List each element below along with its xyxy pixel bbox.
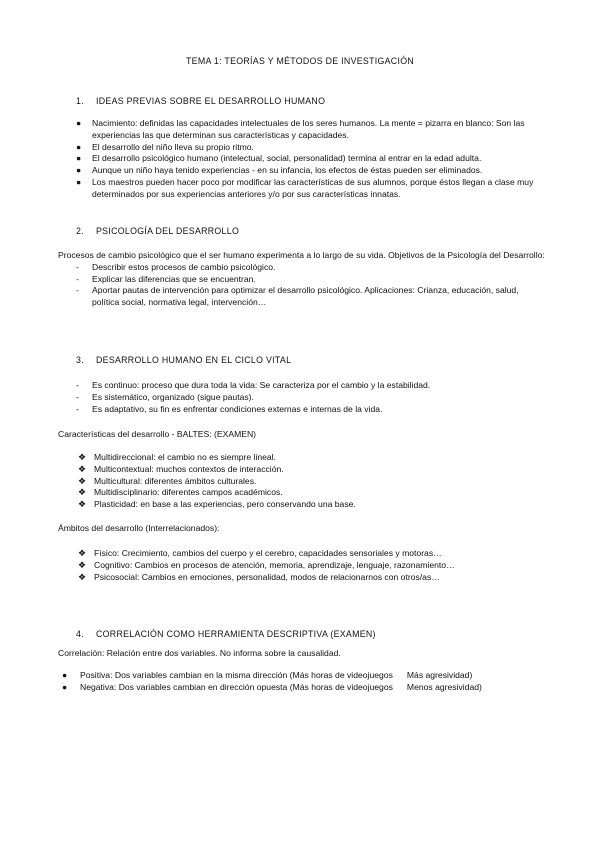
section-2-body	[58, 250, 548, 309]
section-3-title: DESARROLLO HUMANO EN EL CICLO VITAL	[96, 355, 292, 365]
list-marker: ●	[76, 165, 82, 176]
section-1-title: IDEAS PREVIAS SOBRE EL DESARROLLO HUMANO	[96, 96, 326, 106]
correlation-list-block	[58, 670, 548, 694]
correlation-type-item-text: Negativa: Dos variables cambian en dirección opuesta (Más horas de videojuegos	[80, 681, 393, 692]
correlation-type-item-text: Positiva: Dos variables cambian en la misma dirección (Más horas de videojuegos	[80, 670, 393, 680]
section-1-bullet-item-text: Los maestros pueden hacer poco por modificar las características de sus alumnos, porque éstos llegan a clase muy determinados por sus experiencias anteriores y/o por sus características innatas.	[92, 176, 534, 199]
ambito-item-text: Psicosocial: Cambios en emociones, personalidad, modos de relacionarnos con otros/as…	[94, 571, 440, 582]
section-4-number: 4.	[76, 629, 84, 639]
characteristic-item	[58, 452, 548, 464]
list-marker: ❖	[78, 499, 87, 510]
section-1-bullet-item	[58, 118, 548, 142]
section-3-list	[58, 380, 548, 415]
section-3-property-item	[58, 380, 548, 392]
characteristics-heading: Características del desarrollo - BALTES: (EXAMEN)	[58, 429, 257, 439]
characteristic-item	[58, 487, 548, 499]
list-marker: ❖	[78, 487, 87, 498]
section-2-objective-item	[58, 262, 548, 274]
ambito-item	[58, 572, 548, 584]
section-3-property-item	[58, 404, 548, 416]
list-marker: ●	[76, 176, 82, 187]
section-2-objective-item-text: Describir estos procesos de cambio psicológico.	[92, 261, 276, 272]
list-marker: ❖	[78, 548, 87, 558]
list-marker: ●	[76, 141, 82, 152]
correlation-type-item	[58, 670, 548, 682]
section-4-body	[58, 648, 548, 660]
characteristic-item-text: Multidireccional: el cambio no es siempre lineal.	[94, 452, 276, 462]
characteristics-list-block	[58, 452, 548, 511]
list-marker: -	[76, 285, 79, 296]
ambitos-heading: Ámbitos del desarrollo (Interrelacionados):	[58, 523, 220, 533]
section-2-objective-item-text: Aportar pautas de intervención para optimizar el desarrollo psicológico. Aplicaciones: Crianza, educación, salud, política social, normativa legal, intervención…	[92, 285, 519, 308]
characteristic-item-text: Plasticidad: en base a las experiencias, pero conservando una base.	[94, 499, 356, 510]
section-4-heading	[76, 629, 376, 641]
section-2-intro: Procesos de cambio psicológico que el ser humano experimenta a lo largo de su vida. Objetivos de la Psicología del Desarrollo:	[58, 250, 545, 260]
section-2-title: PSICOLOGÍA DEL DESARROLLO	[96, 226, 240, 236]
characteristics-block	[58, 429, 548, 441]
list-marker: ❖	[78, 559, 87, 570]
section-3-property-item-text: Es adaptativo, su fin es enfrentar condiciones externas e internas de la vida.	[92, 403, 383, 414]
list-marker: -	[76, 403, 79, 414]
correlation-type-item-result: Más agresividad)	[406, 670, 473, 680]
characteristic-item-text: Multicontextual: muchos contextos de interacción.	[94, 463, 284, 474]
section-1-bullet-item	[58, 177, 548, 201]
section-3-number: 3.	[76, 355, 84, 365]
section-3-property-item-text: Es continuo: proceso que dura toda la vida: Se caracteriza por el cambio y la estabilidad.	[92, 380, 431, 390]
correlation-type-item-result: Menos agresividad)	[406, 681, 482, 692]
list-marker: ●	[76, 118, 82, 128]
ambito-item	[58, 560, 548, 572]
section-1-heading	[76, 96, 325, 108]
list-marker: ❖	[78, 452, 87, 462]
list-marker: ❖	[78, 475, 87, 486]
section-4-intro: Correlación: Relación entre dos variables. No informa sobre la causalidad.	[58, 648, 341, 658]
section-1-bullet-item-text: Nacimiento: definidas las capacidades intelectuales de los seres humanos. La mente = pizarra en blanco: Son las experiencias las que determinan sus características y capacidades.	[92, 118, 525, 140]
section-2-objective-item	[58, 274, 548, 286]
characteristic-item	[58, 464, 548, 476]
section-3-property-item	[58, 392, 548, 404]
list-marker: -	[76, 261, 79, 272]
characteristic-item	[58, 476, 548, 488]
list-marker: ●	[62, 670, 68, 680]
section-3-property-item-text: Es sistemático, organizado (sigue pautas).	[92, 391, 254, 402]
ambitos-list-block	[58, 548, 548, 583]
list-marker: -	[76, 273, 79, 284]
section-1-bullet-item-text: Aunque un niño haya tenido experiencias - en su infancia, los efectos de éstas pueden ser eliminados.	[92, 165, 483, 176]
section-1-bullet-item-text: El desarrollo del niño lleva su propio ritmo.	[92, 141, 254, 152]
list-marker: ❖	[78, 463, 87, 474]
section-2-heading	[76, 226, 239, 238]
section-1-bullet-item	[58, 153, 548, 165]
section-1-list	[58, 118, 548, 201]
characteristic-item-text: Multidisciplinario: diferentes campos académicos.	[94, 487, 283, 498]
ambito-item-text: Cognitivo: Cambios en procesos de atención, memoria, aprendizaje, lenguaje, razonamiento…	[94, 559, 455, 570]
ambito-item-text: Físico: Crecimiento, cambios del cuerpo y el cerebro, capacidades sensoriales y motoras…	[94, 548, 442, 558]
characteristic-item-text: Multicultural: diferentes ámbitos culturales.	[94, 475, 257, 486]
list-marker: -	[76, 391, 79, 402]
ambito-item	[58, 548, 548, 560]
section-1-number: 1.	[76, 96, 84, 106]
correlation-type-item	[58, 682, 548, 694]
characteristic-item	[58, 499, 548, 511]
list-marker: ●	[76, 153, 82, 164]
section-3-heading	[76, 355, 291, 367]
section-1-bullet-item	[58, 142, 548, 154]
list-marker: ●	[62, 681, 68, 692]
document-title: TEMA 1: TEORÍAS Y MÉTODOS DE INVESTIGACIÓN	[185, 56, 414, 66]
section-1-bullet-item-text: El desarrollo psicológico humano (intelectual, social, personalidad) termina al entrar en la edad adulta.	[92, 153, 482, 164]
section-1-bullet-item	[58, 165, 548, 177]
section-4-title: CORRELACIÓN COMO HERRAMIENTA DESCRIPTIVA (EXAMEN)	[96, 629, 376, 639]
section-2-objective-item-text: Explicar las diferencias que se encuentran.	[92, 273, 256, 284]
section-2-number: 2.	[76, 226, 84, 236]
ambitos-block	[58, 523, 548, 535]
section-2-objective-item	[58, 285, 548, 309]
list-marker: ❖	[78, 571, 87, 582]
list-marker: -	[76, 380, 79, 390]
